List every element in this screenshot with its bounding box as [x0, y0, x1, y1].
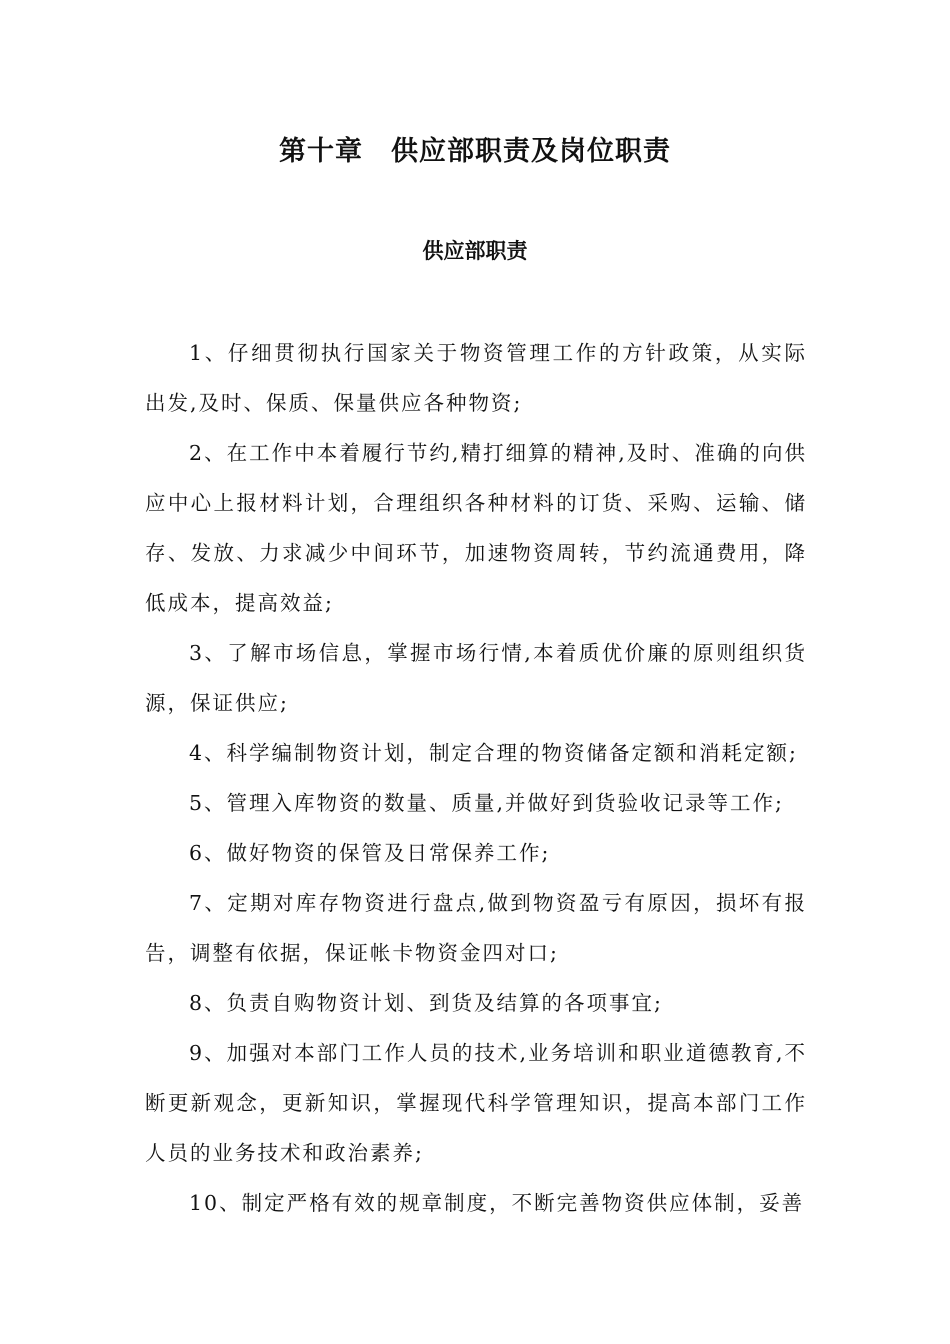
- duty-item-7: 7、定期对库存物资进行盘点,做到物资盈亏有原因，损坏有报告，调整有依据，保证帐卡物资金四对口;: [145, 891, 807, 965]
- duty-item-9: 9、加强对本部门工作人员的技术,业务培训和职业道德教育,不断更新观念，更新知识，掌握现代科学管理知识，提高本部门工作人员的业务技术和政治素养;: [145, 1041, 807, 1165]
- duty-item-5: 5、管理入库物资的数量、质量,并做好到货验收记录等工作;: [189, 791, 784, 815]
- duty-item-4: 4、科学编制物资计划，制定合理的物资储备定额和消耗定额;: [189, 741, 798, 765]
- duty-item-2: 2、在工作中本着履行节约,精打细算的精神,及时、准确的向供应中心上报材料计划，合理组织各种材料的订货、采购、运输、储存、发放、力求减少中间环节，加速物资周转，节约流通费用，降低成本，提高效益;: [145, 441, 807, 615]
- duty-item-3: 3、了解市场信息，掌握市场行情,本着质优价廉的原则组织货源，保证供应;: [145, 641, 807, 715]
- duty-item-1: 1、仔细贯彻执行国家关于物资管理工作的方针政策，从实际出发,及时、保质、保量供应各种物资;: [145, 341, 807, 415]
- duty-item-10: 10、制定严格有效的规章制度，不断完善物资供应体制，妥善: [189, 1191, 805, 1215]
- section-title: 供应部职责: [422, 239, 528, 263]
- duty-item-6: 6、做好物资的保管及日常保养工作;: [189, 841, 551, 865]
- duty-item-8: 8、负责自购物资计划、到货及结算的各项事宜;: [189, 991, 663, 1015]
- chapter-title: 第十章 供应部职责及岗位职责: [279, 136, 671, 167]
- duty-list: [145, 328, 807, 1228]
